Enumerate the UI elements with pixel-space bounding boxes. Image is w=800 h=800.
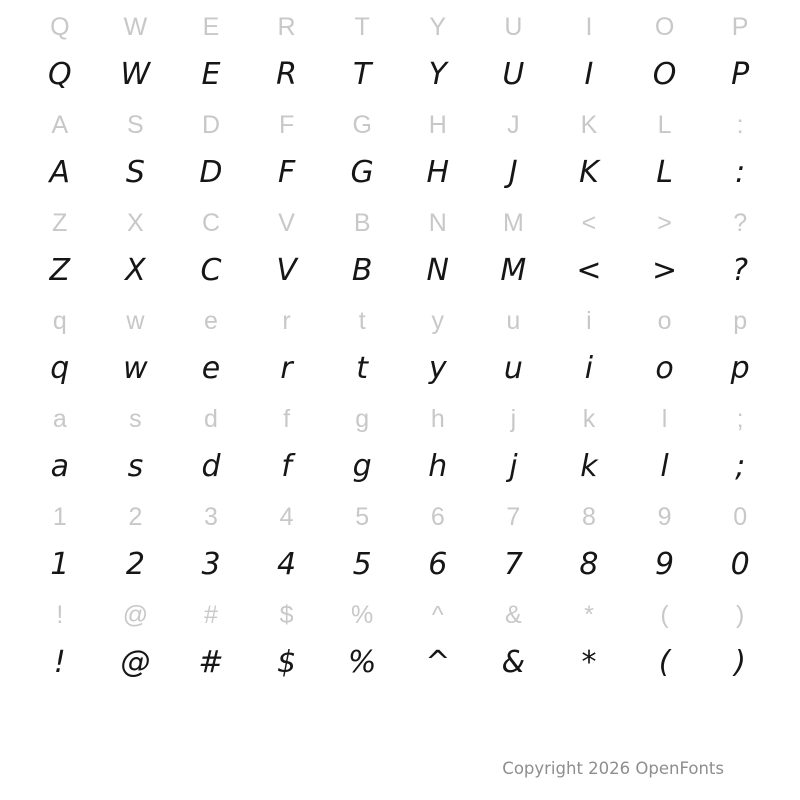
glyph-sample: k (580, 449, 598, 484)
key-label: w (126, 306, 145, 335)
glyph-sample: L (656, 155, 673, 190)
key-label: R (277, 12, 296, 41)
key-label: 3 (204, 502, 218, 531)
glyph-sample: * (581, 645, 597, 680)
glyph-sample: p (730, 351, 750, 386)
glyph-sample: ^ (425, 645, 451, 680)
key-label: l (661, 404, 668, 433)
key-label: N (428, 208, 447, 237)
glyph-sample: Q (47, 57, 72, 92)
key-label: g (355, 404, 370, 433)
glyph-row (0, 440, 800, 494)
glyph-sample: w (123, 351, 148, 386)
key-label: r (282, 306, 291, 335)
key-label: F (278, 110, 295, 139)
glyph-sample: ( (658, 645, 671, 680)
glyph-sample: l (660, 449, 669, 484)
key-label: q (52, 306, 67, 335)
glyph-sample: % (347, 645, 377, 680)
key-label: i (586, 306, 592, 335)
character-block (0, 104, 800, 200)
key-label: 6 (430, 502, 445, 531)
glyph-sample: j (509, 449, 518, 484)
character-block (0, 398, 800, 494)
key-label: % (351, 600, 374, 629)
key-label: t (358, 306, 366, 335)
glyph-sample: 2 (125, 547, 145, 582)
glyph-sample: J (508, 155, 518, 190)
key-label: I (585, 12, 593, 41)
glyph-sample: X (125, 253, 146, 288)
key-label: E (202, 12, 220, 41)
key-label: P (731, 12, 749, 41)
glyph-sample: > (651, 253, 678, 288)
key-label: ( (660, 600, 669, 629)
glyph-sample: g (352, 449, 372, 484)
glyph-sample: U (502, 57, 525, 92)
key-label: G (352, 110, 372, 139)
glyph-sample: a (50, 449, 69, 484)
key-label: W (123, 12, 148, 41)
key-label: ? (733, 208, 748, 237)
glyph-sample: u (503, 351, 523, 386)
key-label: 1 (52, 502, 67, 531)
key-label: ) (735, 600, 745, 629)
glyph-sample: o (655, 351, 674, 386)
glyph-sample: i (584, 351, 594, 386)
glyph-sample: 6 (428, 547, 448, 582)
key-label: 2 (128, 502, 143, 531)
glyph-sample: t (356, 351, 369, 386)
key-label: T (354, 12, 370, 41)
key-label: e (204, 306, 218, 335)
key-label: : (736, 110, 744, 139)
glyph-row (0, 48, 800, 102)
key-label: d (204, 404, 218, 433)
glyph-sample: 4 (277, 547, 297, 582)
key-label: J (507, 110, 520, 139)
key-label-row (0, 104, 800, 146)
key-label-row (0, 496, 800, 538)
key-label: A (51, 110, 69, 139)
key-label: a (52, 404, 67, 433)
glyph-sample: ; (735, 449, 746, 484)
glyph-sample: 3 (201, 547, 221, 582)
glyph-sample: $ (277, 645, 297, 680)
glyph-sample: s (127, 449, 144, 484)
glyph-sample: F (277, 155, 296, 190)
glyph-sample: @ (120, 645, 151, 680)
glyph-row (0, 146, 800, 200)
key-label: C (201, 208, 221, 237)
key-label: # (204, 600, 218, 629)
glyph-sample: q (50, 351, 70, 386)
key-label: s (129, 404, 142, 433)
key-label: Q (50, 12, 70, 41)
character-block (0, 202, 800, 298)
glyph-sample: N (426, 253, 449, 288)
glyph-sample: O (652, 57, 677, 92)
key-label: D (201, 110, 221, 139)
glyph-sample: y (428, 351, 447, 386)
key-label: h (430, 404, 445, 433)
glyph-sample: E (201, 57, 221, 92)
glyph-sample: ? (732, 253, 749, 288)
key-label: 5 (355, 502, 370, 531)
key-label: 0 (733, 502, 748, 531)
copyright-notice: Copyright 2026 OpenFonts (502, 759, 724, 778)
key-label: 9 (657, 502, 672, 531)
key-label-row (0, 6, 800, 48)
key-label: B (353, 208, 371, 237)
glyph-sample: d (201, 449, 221, 484)
key-label: X (127, 208, 144, 237)
glyph-row (0, 538, 800, 592)
key-label: Y (429, 12, 447, 41)
character-block (0, 300, 800, 396)
glyph-sample: h (428, 449, 448, 484)
glyph-sample: V (276, 253, 297, 288)
key-label: j (510, 404, 517, 433)
glyph-sample: Z (49, 253, 71, 288)
key-label: < (581, 208, 597, 237)
key-label: U (504, 12, 523, 41)
glyph-sample: D (199, 155, 223, 190)
glyph-sample: A (49, 155, 71, 190)
key-label: M (502, 208, 524, 237)
character-block (0, 496, 800, 592)
glyph-sample: H (426, 155, 450, 190)
key-label-row (0, 398, 800, 440)
character-block (0, 6, 800, 102)
glyph-sample: 0 (730, 547, 750, 582)
key-label: 4 (279, 502, 294, 531)
glyph-sample: r (280, 351, 293, 386)
glyph-sample: W (120, 57, 151, 92)
key-label: y (431, 306, 445, 335)
glyph-sample: 1 (50, 547, 70, 582)
key-label: K (580, 110, 598, 139)
glyph-sample: M (500, 253, 527, 288)
key-label: H (428, 110, 447, 139)
key-label: O (654, 12, 675, 41)
key-label: p (733, 306, 748, 335)
glyph-sample: 8 (579, 547, 599, 582)
key-label-row (0, 594, 800, 636)
glyph-sample: ) (734, 645, 746, 680)
glyph-row (0, 342, 800, 396)
key-label-row (0, 300, 800, 342)
key-label: & (505, 600, 522, 629)
glyph-sample: < (576, 253, 602, 288)
glyph-sample: : (735, 155, 746, 190)
glyph-sample: I (584, 57, 594, 92)
key-label: > (657, 208, 672, 237)
key-label: S (127, 110, 144, 139)
key-label: u (506, 306, 521, 335)
glyph-sample: S (125, 155, 145, 190)
key-label: o (657, 306, 672, 335)
key-label: $ (279, 600, 294, 629)
glyph-sample: f (281, 449, 292, 484)
key-label: L (657, 110, 672, 139)
glyph-sample: 9 (655, 547, 675, 582)
key-label: f (283, 404, 291, 433)
key-label-row (0, 202, 800, 244)
key-label: 7 (506, 502, 521, 531)
glyph-sample: P (731, 57, 750, 92)
key-label: Z (52, 208, 68, 237)
character-block (0, 594, 800, 690)
glyph-sample: Y (428, 57, 447, 92)
glyph-sample: C (200, 253, 222, 288)
glyph-sample: B (351, 253, 373, 288)
key-label: V (278, 208, 295, 237)
glyph-sample: & (501, 645, 526, 680)
glyph-sample: ! (53, 645, 66, 680)
key-label: @ (122, 600, 149, 629)
glyph-sample: 7 (503, 547, 523, 582)
glyph-row (0, 244, 800, 298)
glyph-sample: K (579, 155, 599, 190)
key-label: * (584, 600, 594, 629)
glyph-sample: # (198, 645, 224, 680)
key-label: k (582, 404, 596, 433)
glyph-sample: 5 (352, 547, 372, 582)
key-label: ! (56, 600, 64, 629)
glyph-sample: T (353, 57, 372, 92)
glyph-row (0, 636, 800, 690)
key-label: ; (736, 404, 744, 433)
glyph-sample: e (201, 351, 221, 386)
key-label: 8 (582, 502, 596, 531)
key-label: ^ (431, 600, 444, 629)
glyph-sample: R (276, 57, 297, 92)
glyph-sample: G (350, 155, 374, 190)
